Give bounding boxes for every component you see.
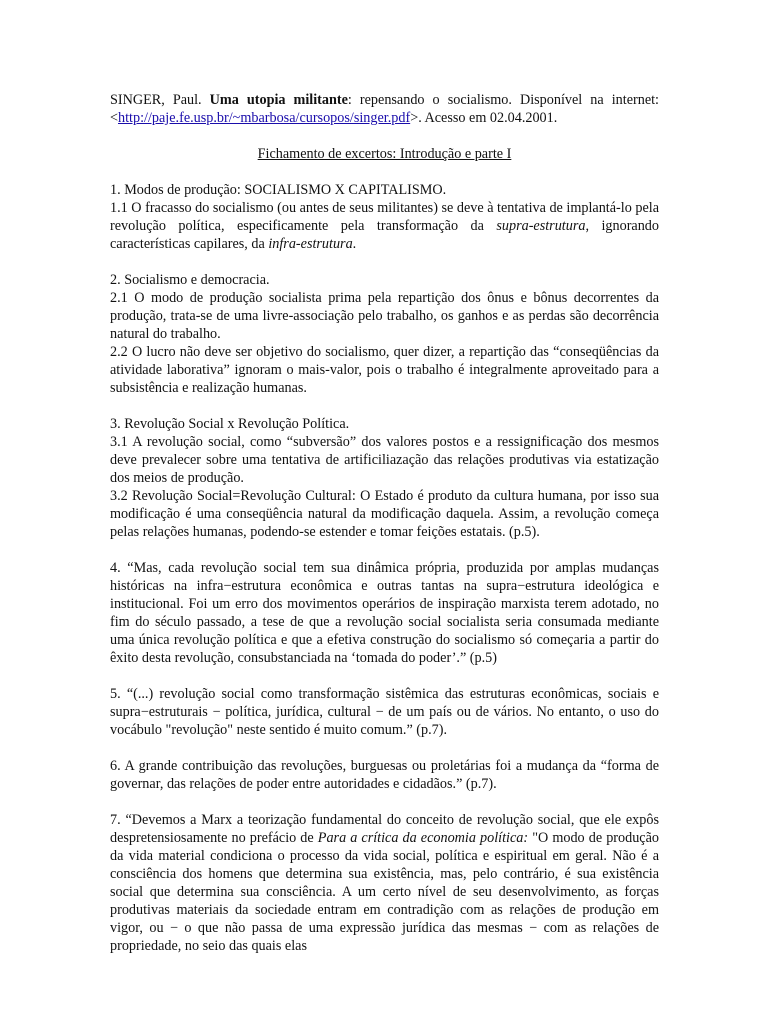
citation [110, 91, 659, 127]
section-2-title: 2. Socialismo e democracia. [110, 272, 270, 288]
citation-title: Uma utopia militante [209, 92, 348, 108]
s1-italic-2: infra-estrutura [268, 236, 353, 252]
s7-text-b: "O modo de produção da vida material condiciona o processo da vida social, política e espiritual em geral. Não é a consciência dos homens que determina sua existência, mas, pelo contrário, é sua existência social que determina sua consciência. A um certo nível de seu desenvolvimento, as forças produtivas materiais da sociedade entram em contradição com as relações de produção em vigor, ou − o que não passa de uma expressão jurídica das mesmas − com as relações de propriedade, no seio das quais elas [110, 830, 659, 954]
section-3-paragraph-1: 3.1 A revolução social, como “subversão” dos valores postos e a ressignificação dos mesmos deve prevalecer sobre uma tentativa de artificiliazação das relações produtivas via estatização dos meios de produção. [110, 434, 659, 486]
section-4-paragraph: 4. “Mas, cada revolução social tem sua dinâmica própria, produzida por amplas mudanças históricas na infra−estrutura econômica e outras tantas na supra−estrutura ideológica e institucional. Foi um erro dos movimentos operários de inspiração marxista terem adotado, no fim do século passado, a tese de que a revolução social socialista seria consumada mediante uma única revolução política e que a efetiva construção do socialismo só começaria a partir do êxito desta revolução, consubstanciada na ‘tomada do poder’.” (p.5) [110, 560, 659, 666]
section-2-paragraph-2: 2.2 O lucro não deve ser objetivo do socialismo, quer dizer, a repartição das “conseqüências da atividade laborativa” ignoram o mais-valor, pois o trabalho é integralmente aproveitado para a subsistência e realização humanas. [110, 344, 659, 396]
s1-text-c: . [352, 236, 357, 252]
citation-link[interactable]: http://paje.fe.usp.br/~mbarbosa/cursopos/singer.pdf [118, 110, 411, 126]
section-6-paragraph: 6. A grande contribuição das revoluções, burguesas ou proletárias foi a mudança da “forma de governar, das relações de poder entre autoridades e cidadãos.” (p.7). [110, 758, 659, 792]
s1-text-b: , ignorando características capilares, da [110, 218, 659, 252]
citation-access: >. Acesso em 02.04.2001. [410, 110, 558, 126]
section-3-title: 3. Revolução Social x Revolução Política. [110, 416, 350, 432]
s1-italic-1: supra-estrutura [496, 218, 586, 234]
document-body [110, 91, 659, 955]
section-2-paragraph-1: 2.1 O modo de produção socialista prima pela repartição dos ônus e bônus decorrentes da produção, trata-se de uma livre-associação pelo trabalho, os ganhos e as perdas são decorrência natural do trabalho. [110, 290, 659, 342]
section-heading: Fichamento de excertos: Introdução e parte I [257, 146, 512, 162]
section-1-paragraph [110, 199, 659, 253]
section-3-paragraph-2: 3.2 Revolução Social=Revolução Cultural: O Estado é produto da cultura humana, por isso sua modificação é uma conseqüência natural da modificação daquela. Assim, a revolução começa pelas relações humanas, podendo-se estender e tomar feições estatais. (p.5). [110, 488, 659, 540]
section-7-paragraph [110, 811, 659, 955]
section-5-paragraph: 5. “(...) revolução social como transformação sistêmica das estruturas econômicas, sociais e supra−estruturais − política, jurídica, cultural − de um país ou de vários. No entanto, o uso do vocábulo "revolução" neste sentido é muito comum.” (p.7). [110, 686, 659, 738]
citation-subtitle: : repensando o socialismo. Disponível na internet: < [110, 92, 659, 126]
s7-italic: Para a crítica da economia política: [317, 830, 529, 846]
s1-text-a: 1.1 O fracasso do socialismo (ou antes de seus militantes) se deve à tentativa de implantá-lo pela revolução política, especificamente pela transformação da [110, 200, 659, 234]
citation-author: SINGER, Paul. [110, 92, 202, 108]
section-1-title: 1. Modos de produção: SOCIALISMO X CAPITALISMO. [110, 182, 447, 198]
s7-text-a: 7. “Devemos a Marx a teorização fundamental do conceito de revolução social, que ele expôs despretensiosamente no prefácio de [110, 812, 659, 846]
